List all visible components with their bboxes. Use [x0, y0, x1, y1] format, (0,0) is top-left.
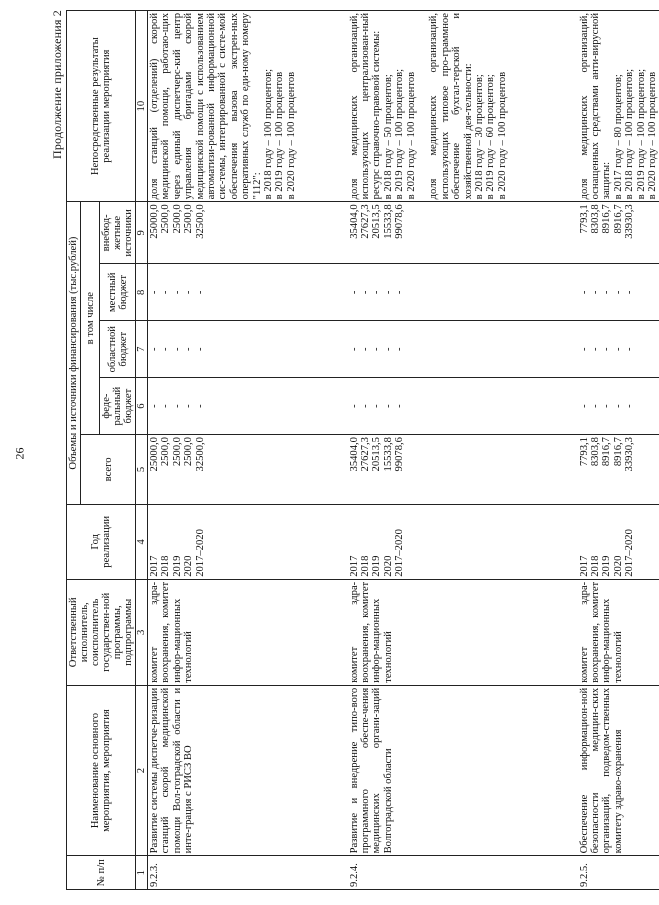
row-federal: - - - - - [348, 378, 578, 435]
col-number: 3 [136, 579, 148, 685]
row-responsible: комитет здра-воохранения, комитет инфор-мационных технологий [348, 579, 578, 685]
header-incl: в том числе [81, 202, 100, 435]
row-result: доля медицинских организаций, оснащенных средствами анти-вирусной защиты: в 2017 году – 80 процентов; в 2018 году – 100 процентов; в 2019 году – 100 процентов; в 2020 году – 100 процентов [578, 11, 659, 202]
row-regional: - - - - - [578, 321, 659, 378]
col-number: 9 [136, 202, 148, 264]
header-total: всего [81, 435, 136, 505]
row-extra: 25000,0 2500,0 2500,0 2500,0 32500,0 [148, 202, 348, 264]
col-number: 1 [136, 856, 148, 890]
row-num: 9.2.3. [148, 856, 348, 890]
header-extra: внебюд-жетные источники [100, 202, 136, 264]
row-federal: - - - - - [148, 378, 348, 435]
col-number: 10 [136, 11, 148, 202]
rotated-page [48, 10, 658, 890]
col-number: 8 [136, 264, 148, 321]
header-local: местный бюджет [100, 264, 136, 321]
row-result: доля медицинских организаций, использующих централизован-ный ресурс справочно-правовой системы: в 2018 году – 50 процентов; в 2019 году – 100 процентов; в 2020 году – 100 процентов доля медицинских организаций, использующих типовое про-граммное обеспечение бухгал-терской и хозяйственной дея-тельности: в 2018 году – 30 процентов; в 2019 году – 60 процентов; в 2020 году – 100 процентов [348, 11, 578, 202]
col-number: 5 [136, 435, 148, 505]
row-years: 2017 2018 2019 2020 2017–2020 [148, 504, 348, 579]
row-years: 2017 2018 2019 2020 2017–2020 [348, 504, 578, 579]
row-name: Развитие и внедрение типо-вого программного обеспе-чения медицинских органи-заций Волгоградской области [348, 685, 578, 856]
column-numbers-row [136, 11, 148, 890]
row-result: доля станций (отделений) скорой медицинской помощи, работаю-щих через единый диспетчерс-кий центр управления бригадами скорой медицинской помощи с использованием автоматизи-рованной информационной сис-темы, интегрированной с систе-мой обеспечения вызова экстрен-ных оперативных служб по еди-ному номеру "112": в 2018 году – 100 процентов; в 2019 году – 100 процентов в 2020 году – 100 процентов [148, 11, 348, 202]
row-federal: - - - - - [578, 378, 659, 435]
row-responsible: комитет здра-воохранения, комитет инфор-мационных технологий [148, 579, 348, 685]
header-federal: феде-ральный бюджет [100, 378, 136, 435]
row-regional: - - - - - [148, 321, 348, 378]
row-regional: - - - - - [348, 321, 578, 378]
header-year: Год реализации [67, 504, 136, 579]
row-years: 2017 2018 2019 2020 2017–2020 [578, 504, 659, 579]
row-local: - - - - - [348, 264, 578, 321]
row-local: - - - - - [148, 264, 348, 321]
table-row [348, 11, 578, 890]
table-row [148, 11, 348, 890]
row-total: 7793,1 8303,8 8916,7 8916,7 33930,3 [578, 435, 659, 505]
row-num: 9.2.4. [348, 856, 578, 890]
header-funding: Объемы и источники финансирования (тыс.рублей) [67, 202, 81, 504]
continuation-note: Продолжение приложения 2 [50, 10, 64, 160]
col-number: 6 [136, 378, 148, 435]
header-num: № п/п [67, 856, 136, 890]
col-number: 2 [136, 685, 148, 856]
header-regional: областной бюджет [100, 321, 136, 378]
col-number: 7 [136, 321, 148, 378]
page-number: 26 [12, 447, 27, 460]
row-extra: 7793,1 8303,8 8916,7 8916,7 33930,3 [578, 202, 659, 264]
row-name: Обеспечение информацион-ной безопасности медицин-ских организаций, подведом-ственных комитету здраво-охранения [578, 685, 659, 856]
row-responsible: комитет здра-воохранения, комитет инфор-мационных технологий [578, 579, 659, 685]
col-number: 4 [136, 504, 148, 579]
row-total: 25000,0 2500,0 2500,0 2500,0 32500,0 [148, 435, 348, 505]
row-num: 9.2.5. [578, 856, 659, 890]
row-local: - - - - - [578, 264, 659, 321]
header-name: Наименование основного мероприятия, мероприятия [67, 685, 136, 856]
activities-table [66, 10, 659, 890]
header-responsible: Ответственный исполнитель, соисполнитель государствен-ной программы, подпрограммы [67, 579, 136, 685]
row-total: 35404,0 27627,3 20513,5 15533,8 99078,6 [348, 435, 578, 505]
row-name: Развитие системы диспетче-ризации станций скорой медицинской помощи Вол-гоградской области и инте-грация с РИСЗ ВО [148, 685, 348, 856]
row-extra: 35404,0 27627,3 20513,5 15533,8 99078,6 [348, 202, 578, 264]
table-row [578, 11, 659, 890]
header-result: Непосредственные результаты реализации мероприятия [67, 11, 136, 202]
